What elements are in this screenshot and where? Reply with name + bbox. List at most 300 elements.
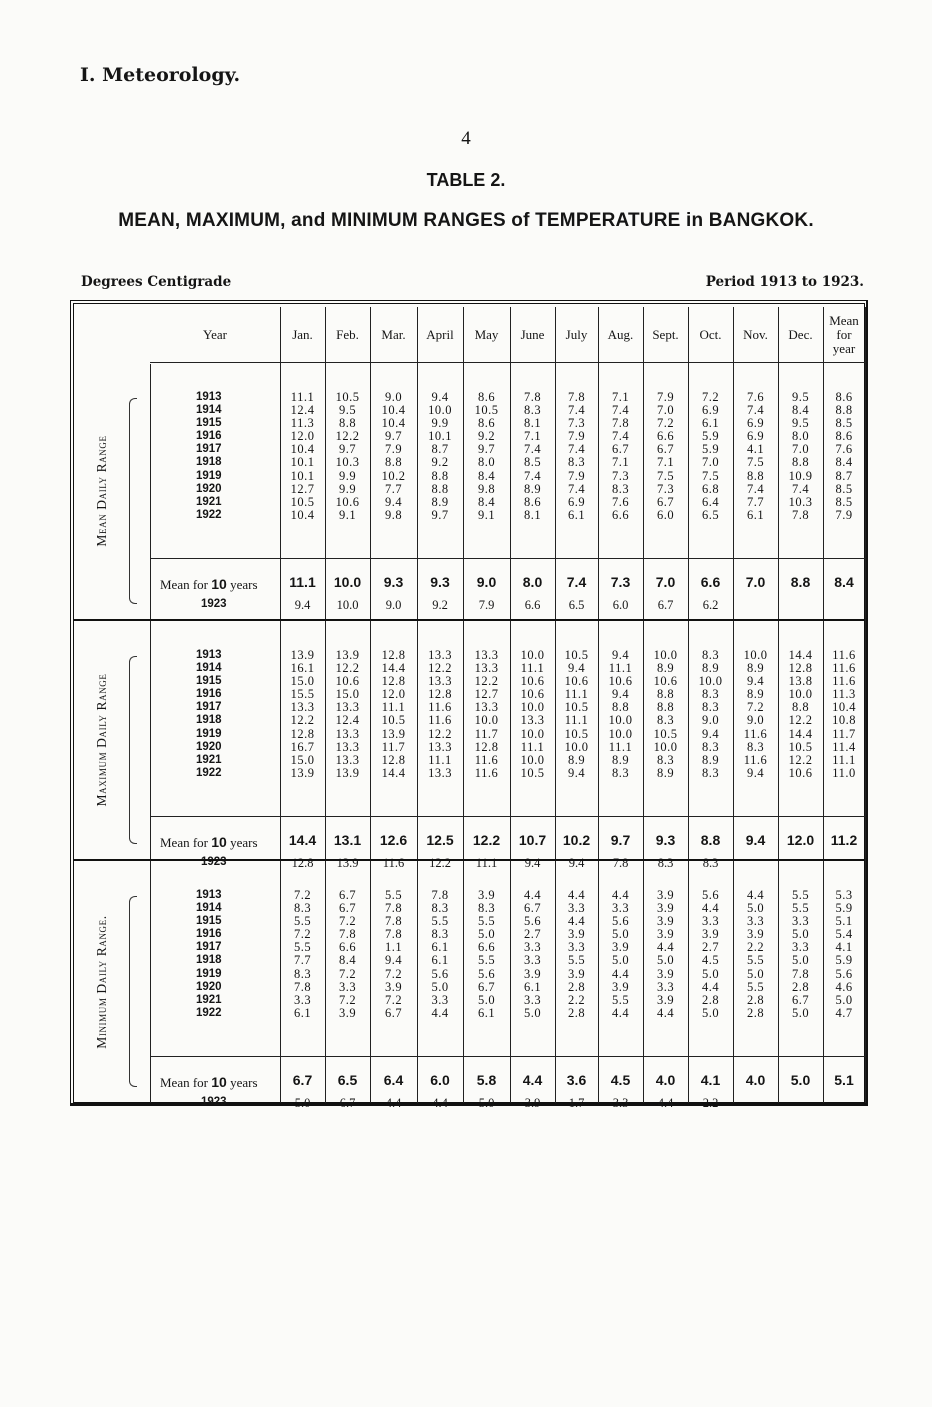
value-cell: 12.4 (335, 713, 360, 728)
year-1923-value: 9.0 (385, 598, 402, 612)
value-cell: 8.9 (656, 765, 675, 780)
value-cell: 11.1 (608, 661, 633, 676)
period-label: Period 1913 to 1923. (705, 274, 864, 290)
value-cell: 8.3 (431, 901, 449, 916)
value-cell: 3.9 (384, 979, 403, 994)
header-month: Aug. (607, 327, 634, 342)
value-column (598, 391, 644, 522)
value-cell: 8.3 (656, 713, 675, 728)
mean-value: 4.0 (655, 1072, 676, 1088)
value-cell: 7.7 (746, 494, 765, 509)
value-column (371, 649, 417, 780)
value-cell: 4.4 (567, 888, 586, 902)
value-cell: 12.8 (381, 752, 406, 767)
value-cell: 6.6 (611, 507, 630, 522)
value-cell: 11.3 (832, 687, 856, 702)
value-cell: 10.2 (381, 468, 406, 483)
mean-value: 6.5 (337, 1072, 358, 1088)
mean-value: 12.6 (379, 832, 408, 848)
value-cell: 5.5 (746, 953, 765, 968)
year-cell: 1919 (196, 727, 222, 740)
value-cell: 13.3 (520, 713, 545, 728)
header-month: May (474, 327, 499, 342)
value-cell: 7.2 (384, 992, 403, 1007)
header-rule (150, 362, 865, 363)
value-cell: 5.0 (746, 966, 765, 981)
value-column (325, 391, 371, 522)
value-cell: 9.4 (567, 765, 586, 780)
value-cell: 12.2 (788, 713, 813, 728)
year-cell: 1916 (196, 430, 222, 443)
value-cell: 10.0 (743, 648, 768, 662)
year-cell: 1917 (196, 701, 222, 714)
value-cell: 3.3 (746, 914, 765, 929)
section-label: Minimum Daily Range. (94, 914, 109, 1049)
header-month: Jan. (292, 327, 313, 342)
value-column (598, 649, 644, 780)
year-1923-value: 8.3 (657, 856, 674, 870)
mean-value: 5.1 (834, 1072, 854, 1088)
value-cell: 13.9 (290, 648, 315, 662)
value-cell: 6.9 (746, 429, 765, 444)
value-cell: 9.5 (791, 390, 810, 404)
value-cell: 1.1 (384, 940, 403, 955)
value-cell: 7.8 (384, 901, 403, 916)
year-1923-value: 8.3 (702, 856, 719, 870)
value-cell: 2.8 (746, 1005, 765, 1020)
value-cell: 13.3 (428, 648, 452, 662)
value-column (821, 391, 867, 522)
value-column (821, 649, 867, 780)
value-column (510, 391, 556, 522)
value-cell: 14.4 (381, 765, 406, 780)
value-column (464, 649, 510, 780)
value-cell: 9.9 (431, 416, 449, 431)
mean-label-text: Mean for (160, 1075, 212, 1090)
value-cell: 5.0 (477, 927, 496, 942)
value-cell: 10.5 (335, 390, 360, 404)
value-cell: 6.1 (431, 940, 449, 955)
year-1923-value: 11.1 (475, 856, 498, 870)
value-cell: 6.1 (746, 507, 765, 522)
year-cell: 1913 (196, 391, 222, 403)
value-cell: 11.7 (474, 726, 499, 741)
value-cell: 2.7 (523, 927, 542, 942)
value-cell: 3.9 (611, 979, 630, 994)
value-cell: 7.9 (567, 429, 586, 444)
value-cell: 5.9 (701, 442, 720, 457)
value-cell: 5.0 (477, 992, 496, 1007)
value-column (280, 391, 326, 522)
year-1923-value: 9.2 (432, 598, 448, 612)
year-cell: 1917 (196, 443, 222, 456)
value-cell: 11.7 (381, 739, 406, 754)
value-cell: 11.1 (381, 700, 406, 715)
value-cell: 10.6 (520, 687, 545, 702)
value-cell: 8.4 (338, 953, 357, 968)
value-column (821, 889, 867, 1020)
value-cell: 7.4 (523, 442, 542, 457)
value-cell: 10.6 (520, 674, 545, 689)
value-cell: 3.9 (746, 927, 765, 942)
value-cell: 8.3 (611, 481, 630, 496)
section-separator (74, 619, 865, 621)
value-cell: 5.9 (835, 901, 853, 916)
value-column (464, 889, 510, 1020)
mean-value: 4.1 (700, 1072, 721, 1088)
value-cell: 8.8 (835, 403, 853, 418)
value-cell: 10.5 (788, 739, 813, 754)
value-cell: 9.7 (338, 442, 357, 457)
value-cell: 5.0 (656, 953, 675, 968)
value-cell: 10.3 (788, 494, 813, 509)
value-column (554, 391, 600, 522)
value-cell: 13.3 (335, 700, 360, 715)
year-1923-value: 1.7 (568, 1096, 585, 1110)
value-column (598, 889, 644, 1020)
value-cell: 6.9 (746, 416, 765, 431)
value-column (464, 391, 510, 522)
value-cell: 11.7 (832, 726, 856, 741)
value-cell: 8.8 (656, 687, 675, 702)
value-cell: 9.7 (431, 507, 449, 522)
value-cell: 2.8 (791, 979, 810, 994)
value-cell: 8.8 (431, 468, 449, 483)
value-cell: 3.3 (701, 914, 720, 929)
value-cell: 13.3 (474, 661, 499, 676)
year-1923-value: 6.0 (612, 598, 629, 612)
value-cell: 7.3 (656, 481, 675, 496)
value-cell: 7.2 (338, 914, 357, 929)
mean-value: 6.6 (700, 574, 721, 590)
year-1923-value: 6.5 (568, 598, 585, 612)
year-cell: 1915 (196, 417, 222, 430)
value-cell: 4.1 (746, 442, 765, 457)
mean-label (160, 1074, 258, 1091)
year-cell: 1914 (196, 662, 222, 675)
mean-value: 5.8 (476, 1072, 497, 1088)
value-cell: 13.3 (335, 752, 360, 767)
mean-label-years-num: 10 (211, 1074, 227, 1090)
value-cell: 11.1 (832, 752, 856, 767)
section-separator (74, 859, 865, 861)
header-month: Dec. (788, 327, 813, 342)
value-cell: 7.1 (611, 455, 630, 470)
value-cell: 3.9 (656, 901, 675, 916)
value-cell: 2.2 (746, 940, 765, 955)
year-cell: 1916 (196, 928, 222, 941)
value-cell: 7.6 (746, 390, 765, 404)
value-cell: 6.1 (477, 1005, 496, 1020)
value-cell: 5.0 (791, 927, 810, 942)
value-cell: 11.3 (290, 416, 315, 431)
value-cell: 8.3 (701, 765, 720, 780)
value-cell: 11.4 (832, 739, 856, 754)
value-cell: 9.4 (701, 726, 720, 741)
value-cell: 7.8 (384, 927, 403, 942)
value-cell: 12.2 (335, 661, 360, 676)
value-cell: 10.0 (474, 713, 499, 728)
value-cell: 6.7 (656, 494, 675, 509)
value-cell: 10.5 (564, 700, 589, 715)
value-cell: 7.8 (293, 979, 312, 994)
value-cell: 6.1 (523, 979, 542, 994)
value-cell: 5.6 (701, 888, 720, 902)
value-cell: 11.6 (832, 661, 856, 676)
value-column (510, 889, 556, 1020)
value-cell: 11.6 (832, 648, 856, 662)
value-cell: 7.1 (656, 455, 675, 470)
value-cell: 10.5 (564, 648, 589, 662)
value-cell: 8.8 (791, 455, 810, 470)
mean-value: 11.2 (830, 832, 858, 848)
year-1923-value: 11.6 (382, 856, 405, 870)
value-cell: 5.0 (523, 1005, 542, 1020)
value-cell: 15.5 (290, 687, 315, 702)
value-cell: 5.6 (477, 966, 496, 981)
value-cell: 4.4 (611, 888, 630, 902)
year-1923-value: 5.0 (294, 1096, 311, 1110)
value-cell: 13.8 (788, 674, 813, 689)
value-cell: 10.5 (564, 726, 589, 741)
year-cell: 1913 (196, 889, 222, 901)
value-cell: 8.8 (746, 468, 765, 483)
value-cell: 9.4 (746, 765, 765, 780)
value-cell: 9.7 (384, 429, 403, 444)
value-cell: 9.8 (384, 507, 403, 522)
value-cell: 8.3 (701, 648, 720, 662)
year-1923-value: 6.6 (524, 598, 541, 612)
value-cell: 8.3 (477, 901, 496, 916)
year-1923-value: 9.4 (568, 856, 585, 870)
value-cell: 12.7 (474, 687, 499, 702)
value-cell: 6.1 (431, 953, 449, 968)
mean-label-years-word: years (226, 1075, 258, 1090)
mean-value: 7.4 (566, 574, 587, 590)
value-cell: 8.3 (701, 700, 720, 715)
value-cell: 8.8 (656, 700, 675, 715)
mean-value: 6.0 (430, 1072, 450, 1088)
value-cell: 7.2 (293, 927, 312, 942)
value-cell: 8.3 (701, 687, 720, 702)
year-cell: 1916 (196, 688, 222, 701)
value-cell: 7.7 (293, 953, 312, 968)
value-cell: 8.5 (835, 494, 853, 509)
year-1923-value: 4.4 (432, 1096, 448, 1110)
value-cell: 10.0 (653, 739, 678, 754)
value-cell: 7.6 (611, 494, 630, 509)
mean-label-years-num: 10 (211, 576, 227, 592)
mean-value: 12.0 (786, 832, 815, 848)
value-cell: 10.6 (653, 674, 678, 689)
value-column (733, 889, 779, 1020)
value-cell: 3.9 (567, 927, 586, 942)
value-cell: 8.3 (567, 455, 586, 470)
mean-value: 4.0 (745, 1072, 766, 1088)
mean-value: 12.2 (472, 832, 501, 848)
year-1923-value: 6.2 (702, 598, 719, 612)
year-cell: 1918 (196, 954, 222, 967)
value-cell: 6.7 (338, 901, 357, 916)
value-cell: 6.7 (611, 442, 630, 457)
value-cell: 5.9 (701, 429, 720, 444)
value-cell: 10.5 (653, 726, 678, 741)
value-cell: 10.0 (520, 648, 545, 662)
value-cell: 12.8 (474, 739, 499, 754)
year-1923-value: 5.0 (478, 1096, 495, 1110)
value-cell: 7.8 (611, 416, 630, 431)
year-1923-value: 13.9 (336, 856, 359, 870)
value-cell: 9.0 (746, 713, 765, 728)
value-cell: 12.8 (428, 687, 452, 702)
mean-value: 8.0 (522, 574, 543, 590)
year-1923-value: 4.4 (657, 1096, 674, 1110)
value-cell: 14.4 (381, 661, 406, 676)
value-column (778, 889, 824, 1020)
value-cell: 5.5 (293, 940, 312, 955)
value-cell: 6.7 (523, 901, 542, 916)
mean-value: 9.3 (383, 574, 404, 590)
value-cell: 7.8 (791, 507, 810, 522)
value-column (733, 649, 779, 780)
value-cell: 9.0 (384, 390, 403, 404)
value-column (371, 391, 417, 522)
value-cell: 9.1 (477, 507, 496, 522)
value-cell: 3.3 (656, 979, 675, 994)
mean-value: 8.4 (834, 574, 854, 590)
mean-value: 5.0 (790, 1072, 811, 1088)
value-cell: 4.6 (835, 979, 853, 994)
year-1923-value: 9.4 (294, 598, 311, 612)
mean-value: 10.0 (333, 574, 362, 590)
value-cell: 16.1 (290, 661, 315, 676)
value-cell: 10.3 (335, 455, 360, 470)
value-cell: 8.3 (523, 403, 542, 418)
value-cell: 7.2 (293, 888, 312, 902)
value-cell: 8.6 (523, 494, 542, 509)
value-cell: 8.3 (746, 739, 765, 754)
mean-value: 9.7 (610, 832, 631, 848)
mean-value: 9.3 (655, 832, 676, 848)
value-cell: 12.7 (290, 481, 315, 496)
mean-label-text: Mean for (160, 835, 212, 850)
value-cell: 10.0 (520, 700, 545, 715)
value-cell: 14.4 (788, 648, 813, 662)
value-cell: 10.0 (608, 713, 633, 728)
year-1923-value: 3.9 (524, 1096, 541, 1110)
year-1923-value: 6.7 (657, 598, 674, 612)
year-list (196, 649, 236, 780)
mean-value: 9.0 (476, 574, 497, 590)
value-cell: 10.5 (520, 765, 545, 780)
value-cell: 4.1 (835, 940, 853, 955)
value-cell: 8.8 (338, 416, 357, 431)
mean-value: 9.3 (430, 574, 450, 590)
year-cell: 1918 (196, 714, 222, 727)
value-cell: 7.4 (523, 468, 542, 483)
value-cell: 8.8 (611, 700, 630, 715)
value-cell: 9.4 (746, 674, 765, 689)
value-cell: 12.8 (381, 648, 406, 662)
value-column (688, 649, 734, 780)
value-cell: 9.8 (477, 481, 496, 496)
value-cell: 3.9 (523, 966, 542, 981)
value-cell: 3.3 (523, 953, 542, 968)
year-cell: 1919 (196, 469, 222, 482)
value-cell: 5.0 (611, 927, 630, 942)
value-cell: 10.1 (290, 468, 315, 483)
year-cell: 1922 (196, 508, 222, 521)
value-cell: 8.6 (835, 390, 853, 404)
mean-value: 8.8 (790, 574, 811, 590)
header-month: Feb. (336, 327, 359, 342)
value-cell: 13.3 (428, 765, 452, 780)
mean-rule (150, 558, 865, 559)
section-heading: I. Meteorology. (80, 64, 241, 86)
value-cell: 2.2 (567, 992, 586, 1007)
value-cell: 9.9 (338, 481, 357, 496)
value-cell: 5.5 (477, 953, 496, 968)
section-brace (129, 656, 137, 844)
value-cell: 7.1 (611, 390, 630, 404)
value-cell: 5.5 (791, 901, 810, 916)
value-cell: 6.7 (477, 979, 496, 994)
value-cell: 13.3 (335, 739, 360, 754)
value-cell: 6.1 (293, 1005, 312, 1020)
value-cell: 13.3 (428, 674, 452, 689)
mean-value: 10.7 (518, 832, 547, 848)
value-cell: 12.0 (290, 429, 315, 444)
value-cell: 11.1 (564, 713, 589, 728)
value-cell: 10.0 (428, 403, 452, 418)
value-cell: 9.2 (431, 455, 449, 470)
value-cell: 6.1 (567, 507, 586, 522)
value-cell: 4.4 (611, 966, 630, 981)
value-column (733, 391, 779, 522)
value-cell: 7.4 (567, 442, 586, 457)
value-cell: 15.0 (335, 687, 360, 702)
value-cell: 7.8 (567, 390, 586, 404)
value-cell: 8.3 (656, 752, 675, 767)
value-cell: 10.0 (564, 739, 589, 754)
value-cell: 3.9 (656, 927, 675, 942)
value-cell: 5.3 (835, 888, 853, 902)
mean-value: 6.4 (383, 1072, 404, 1088)
value-cell: 7.4 (567, 481, 586, 496)
year-cell: 1919 (196, 967, 222, 980)
value-cell: 3.3 (791, 914, 810, 929)
header-month: Sept. (652, 327, 679, 342)
value-cell: 10.6 (335, 674, 360, 689)
mean-label-years-num: 10 (211, 834, 227, 850)
value-cell: 11.1 (564, 687, 589, 702)
value-cell: 4.5 (701, 953, 720, 968)
value-cell: 7.2 (384, 966, 403, 981)
value-cell: 11.6 (474, 752, 499, 767)
value-cell: 10.5 (290, 494, 315, 509)
value-cell: 7.8 (523, 390, 542, 404)
value-cell: 7.0 (701, 455, 720, 470)
units-label: Degrees Centigrade (81, 274, 232, 290)
value-cell: 6.5 (701, 507, 720, 522)
value-cell: 12.2 (428, 726, 452, 741)
value-cell: 5.6 (611, 914, 630, 929)
value-cell: 7.2 (656, 416, 675, 431)
value-column (417, 889, 463, 1020)
mean-label (160, 576, 258, 593)
value-column (325, 649, 371, 780)
value-cell: 11.6 (428, 700, 452, 715)
